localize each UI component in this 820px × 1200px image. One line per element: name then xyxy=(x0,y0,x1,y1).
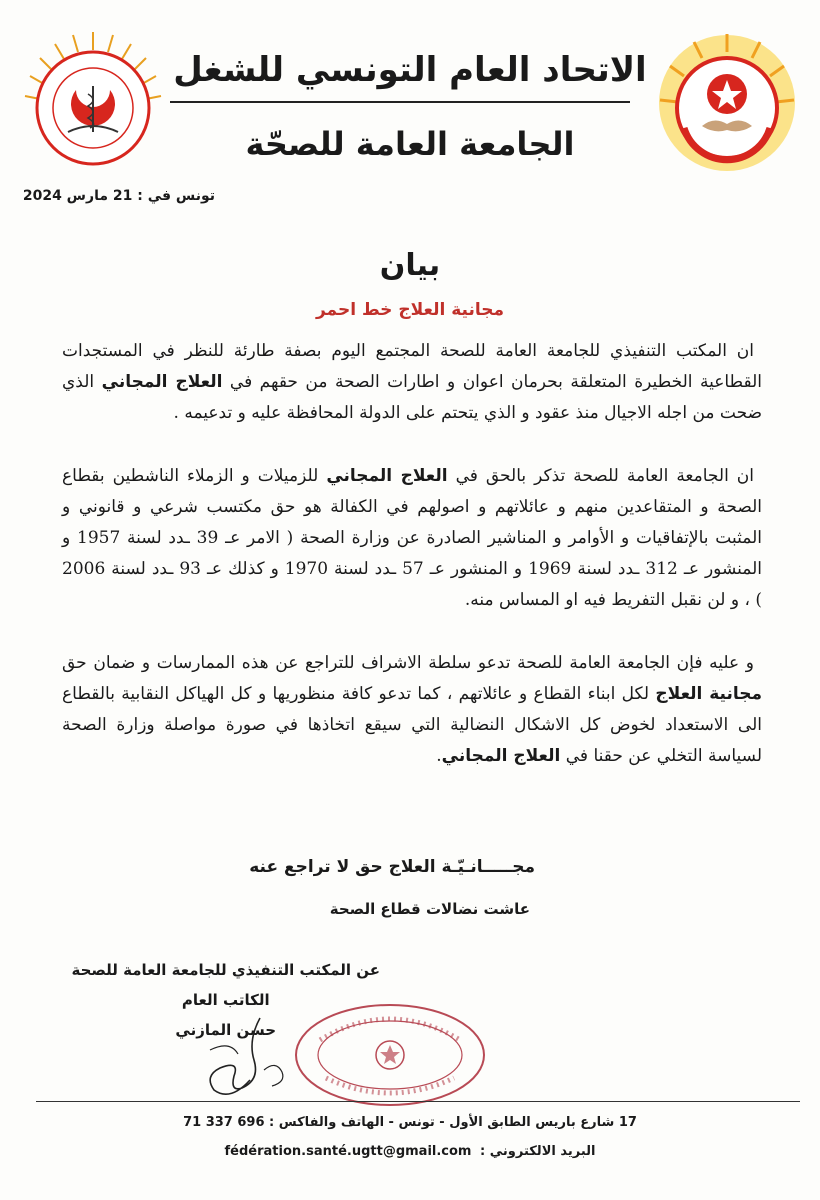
footer-email-line xyxy=(0,1144,820,1159)
paragraph-1-text-end: الذي ضحت من اجله الاجيال منذ عقود و الذي يتحتم على الدولة المحافظة عليه و تدعيمه . xyxy=(62,372,762,423)
date-line: تونس في : 21 مارس 2024 xyxy=(22,188,215,204)
paragraph-3 xyxy=(62,648,762,772)
statement-body xyxy=(62,336,762,804)
signatory-role: الكاتب العام xyxy=(181,991,270,1009)
paragraph-3-text-end: . xyxy=(436,746,442,766)
footer-address: 17 شارع باريس الطابق الأول - تونس - الهاتف والفاكس : 696 337 71 xyxy=(183,1115,637,1130)
slogan-free-treatment: مجـــــانـيّـة العلاج حق لا تراجع عنه xyxy=(249,857,535,877)
paragraph-2 xyxy=(62,461,762,616)
paragraph-3-text-mid: لكل ابناء القطاع و عائلاتهم ، كما تدعو كافة منظوريها و كل الهياكل النقابية بالقطاع الى الاستعداد لخوض كل الاشكال النضالية التي سيقع اتخاذها في صورة مواصلة وزارة الصحة لسياسة التخلي عن حقنا في xyxy=(62,684,762,766)
paragraph-2-text-end: للزميلات و الزملاء الناشطين بقطاع الصحة و المتقاعدين منهم و عائلاتهم و اصولهم في الكفالة هو حق مكتسب شرعي و قانوني و المثبت بالإتفاقيات و الأوامر و المناشير الصادرة عن وزارة الصحة ( الامر عـ 39 ـدد لسنة 1957 و المنشور عـ 312 ـدد لسنة 1969 و المنشور عـ 57 ـدد لسنة 1970 و كذلك عـ 93 ـدد لسنة 2006 ) ، و لن نقبل التفريط فيه او المساس منه. xyxy=(62,466,762,610)
signatory-office: عن المكتب التنفيذي للجامعة العامة للصحة xyxy=(71,961,380,979)
signatory-name: حسن المازني xyxy=(175,1021,277,1039)
ugtt-emblem-icon xyxy=(652,28,802,178)
paragraph-2-text: ان الجامعة العامة للصحة تذكر بالحق في xyxy=(447,466,754,486)
official-stamp-icon xyxy=(290,1000,490,1110)
federation-name: الجامعة العامة للصحّة xyxy=(245,125,575,163)
paragraph-1-text: ان المكتب التنفيذي للجامعة العامة للصحة المجتمع اليوم بصفة طارئة للنظر في المستجدات القطاعية الخطيرة المتعلقة بحرمان اعوان و اطارات الصحة من حقهم في xyxy=(62,341,762,392)
slogan-struggles: عاشت نضالات قطاع الصحة xyxy=(329,900,530,918)
footer-divider xyxy=(36,1101,800,1102)
document-subtitle: مجانية العلاج خط احمر xyxy=(315,300,505,320)
organization-name: الاتحاد العام التونسي للشغل xyxy=(173,50,647,90)
federation-health-emblem-icon xyxy=(18,28,168,178)
paragraph-3-emphasis: مجانية العلاج xyxy=(655,684,763,704)
paragraph-1 xyxy=(62,336,762,429)
paragraph-1-emphasis: العلاج المجاني xyxy=(101,372,223,392)
header-divider xyxy=(170,101,630,103)
email-label: البريد الالكتروني : xyxy=(480,1144,596,1159)
paragraph-2-emphasis: العلاج المجاني xyxy=(326,466,448,486)
email-address: fédération.santé.ugtt@gmail.com xyxy=(224,1144,472,1159)
document-title: بيان xyxy=(379,248,441,283)
paragraph-3-emphasis-2: العلاج المجاني xyxy=(441,746,561,766)
paragraph-3-text: و عليه فإن الجامعة العامة للصحة تدعو سلطة الاشراف للتراجع عن هذه الممارسات و ضمان حق xyxy=(62,653,754,673)
handwritten-signature-icon xyxy=(190,1010,300,1100)
